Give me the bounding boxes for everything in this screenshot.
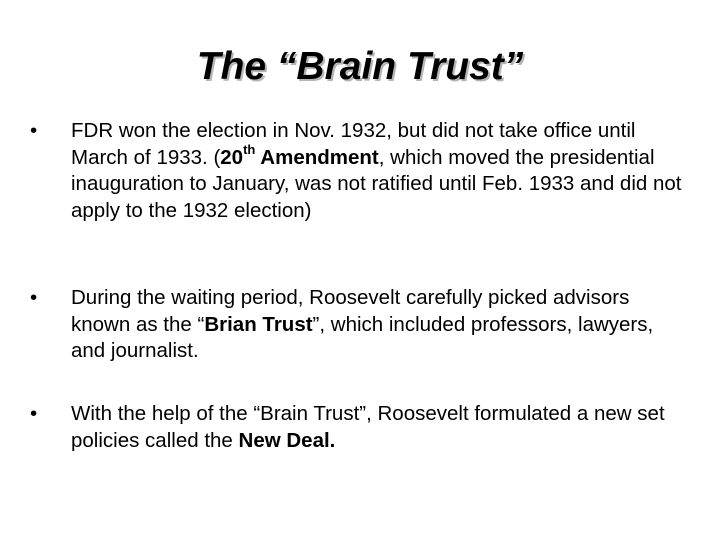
bullet-marker: • bbox=[30, 286, 38, 309]
brian-trust-term: Brian Trust bbox=[204, 312, 313, 336]
bullet-text-2 bbox=[71, 285, 685, 365]
bullet-2-text-a: During the waiting period, Roosevelt carefully picked advisors known as the “ bbox=[71, 286, 630, 336]
bullet-2-text-b: ”, which included professors, lawyers, and journalist. bbox=[71, 312, 654, 362]
bullet-text-1 bbox=[71, 118, 685, 224]
bullet-item-3 bbox=[30, 401, 685, 454]
ordinal-suffix: th bbox=[243, 141, 256, 157]
slide-title: The “Brain Trust” bbox=[196, 45, 524, 88]
bullet-marker: • bbox=[30, 402, 38, 425]
bullet-text-3 bbox=[71, 401, 685, 454]
bullet-item-1 bbox=[30, 118, 685, 224]
amendment-number: 20 bbox=[220, 145, 244, 169]
bullet-1-text-a: FDR won the election in Nov. 1932, but did not take office until March of 1933. ( bbox=[71, 119, 636, 169]
bullet-marker: • bbox=[30, 119, 38, 142]
amendment-word: Amendment bbox=[255, 145, 379, 169]
new-deal-term: New Deal. bbox=[238, 428, 336, 452]
bullet-3-text-a: With the help of the “Brain Trust”, Roosevelt formulated a new set policies called the bbox=[71, 402, 665, 452]
bullet-item-2 bbox=[30, 285, 685, 365]
bullet-1-text-b: , which moved the presidential inauguration to January, was not ratified until Feb. 1933 and did not apply to the 1932 election) bbox=[71, 145, 682, 222]
